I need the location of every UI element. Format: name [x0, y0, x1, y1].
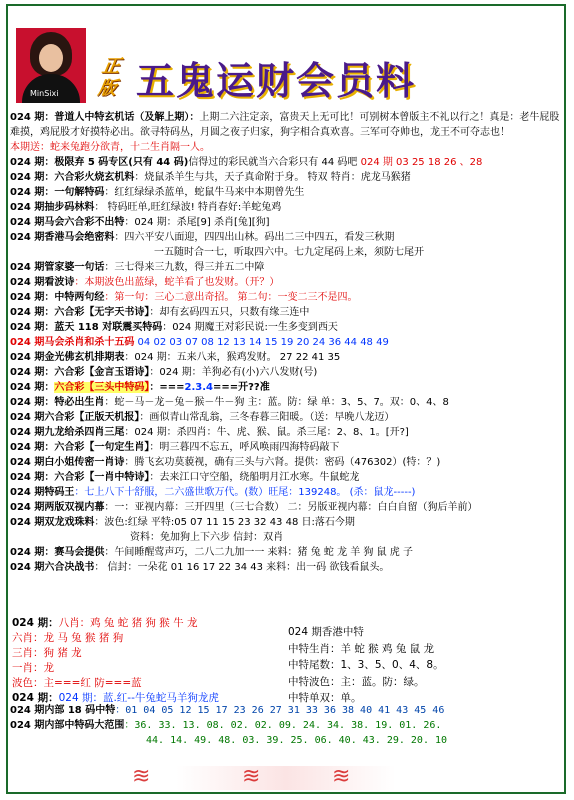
header: [16, 28, 536, 110]
photo-face: [39, 44, 63, 72]
zodiac-picks: [12, 616, 284, 706]
line-23: [10, 455, 562, 470]
line-21: [10, 425, 562, 440]
issue-prefix: 024 期：: [10, 112, 55, 123]
line-key: 内部中特码大范围: [44, 720, 125, 731]
line-text: ：024 期：羊狗必有(小)六八发财(号): [149, 367, 318, 378]
issue-prefix: 024 期: [10, 217, 45, 228]
line-text: ：明三暮四不忘五，呼风唤雨四海特码敲下: [149, 442, 340, 453]
three-head-numbers: 2.3.4: [184, 382, 213, 393]
photo-signature: MinSixi: [30, 89, 59, 98]
wide-range-numbers-cont: [10, 733, 560, 748]
pick-text: 八肖：鸡 兔 蛇 猪 狗 猴 牛 龙: [58, 617, 198, 629]
line-4: [10, 170, 562, 185]
line-key: 一句解特码: [54, 187, 105, 198]
line-text: ：午间睡醒莺声巧，二八二九加一一 来料：猪 兔 蛇 龙 羊 狗 鼠 虎 子: [104, 547, 413, 558]
issue-prefix: 024 期: [10, 427, 45, 438]
issue-prefix: 024 期：: [10, 382, 55, 393]
issue-prefix: 024 期: [10, 202, 45, 213]
line-28: 资料：免加狗上下六步 信封：双肖: [130, 532, 284, 543]
issue-prefix: 024 期：: [10, 367, 55, 378]
line-text: ：波色:红绿 平特:05 07 11 15 23 32 43 48 日:落石今期: [94, 517, 355, 528]
line-3: [10, 155, 562, 170]
pick-wave-color: 波色：主===红 防===蓝: [12, 677, 142, 689]
issue-prefix: 024 期：: [10, 157, 55, 168]
line-text: ：024 期：五来八来，猴鸡发财。 27 22 41 35: [124, 352, 341, 363]
main-content: [10, 110, 562, 575]
line-text: ：腾飞玄功莫藐视，确有三头与六肾。提供：密码（476302）(特：？): [124, 457, 441, 468]
number-list: 44. 14. 49. 48. 03. 39. 25. 06. 40. 43. 29. 20. 10: [146, 735, 448, 746]
kill-numbers: 04 02 03 07 08 12 13 14 15 19 20 24 36 44 48 49: [137, 337, 389, 348]
issue-prefix: 024 期: [10, 457, 45, 468]
line-text: ： 特码旺单,旺红绿波! 特肖春好:羊蛇兔鸡: [94, 202, 282, 213]
wide-range-numbers: [10, 718, 560, 733]
line-key: 金光佛玄机排期表: [44, 352, 125, 363]
issue-prefix: 024 期：: [10, 547, 55, 558]
host-photo: [16, 28, 86, 103]
line-text: ：去来江口守空船，绕船明月江水寒。牛鼠蛇龙: [149, 472, 360, 483]
issue-prefix: 024 期: [10, 487, 45, 498]
line-9: 一五随时合一七，听取四六中。七九定尾码上来，须防七尾开: [154, 247, 424, 258]
issue-prefix: 024 期：: [10, 472, 55, 483]
line-key: 两版双视内幕: [44, 502, 105, 513]
hk-zodiac: 中特生肖：羊 蛇 猴 鸡 兔 鼠 龙: [288, 642, 435, 655]
footer-glyph: ≋: [132, 764, 151, 789]
decorative-footer-band: [12, 766, 560, 790]
issue-prefix: 024 期: [10, 720, 45, 731]
line-key: 看波诗: [44, 277, 75, 288]
line-key: 特码王: [44, 487, 75, 498]
line-text-end: ===开??准: [212, 382, 270, 393]
line-key: 极限弃 5 码专区(只有 44 码): [54, 157, 189, 168]
line-key: 赛马会提供: [54, 547, 105, 558]
eighteen-numbers: [10, 703, 560, 718]
line-6: [10, 200, 562, 215]
line-27: [10, 515, 562, 530]
footer-glyph: ≋: [242, 764, 261, 789]
line-highlight: ：本期波色出蓝绿，蛇羊看了也发财。（开？）: [74, 277, 280, 288]
line-text: ：024 期：杀四肖：牛、虎、猴、鼠。杀三尾：2、8、1。[开?]: [124, 427, 409, 438]
pick-one: 一肖：龙: [12, 662, 54, 674]
line-key: 双龙戏珠料: [44, 517, 95, 528]
line-15: [10, 335, 562, 350]
line-5: [10, 185, 562, 200]
line-highlight: ：七上八下十舒服，二六盛世歌万代。(数）旺尾：139248。 (杀：鼠龙-----): [74, 487, 416, 498]
line-key: 普道人中特玄机话（及解上期）：: [54, 112, 200, 123]
line-22: [10, 440, 562, 455]
line-key: 内部 18 码中特: [44, 705, 116, 716]
line-text: ：烧鼠杀羊生与共，天子真命附于身。 特双 特肖：虎龙马猴猪: [134, 172, 411, 183]
number-list: ：36. 33. 13. 08. 02. 02. 09. 24. 34. 38. 19. 01. 26.: [124, 720, 442, 731]
line-8: [10, 230, 562, 245]
issue-prefix: 024 期: [10, 705, 45, 716]
line-key: 六合彩【无字天书诗】: [54, 307, 150, 318]
issue-prefix: 024 期：: [10, 322, 55, 333]
pick-three: 三肖：狗 猪 龙: [12, 647, 82, 659]
hk-wave-color: 中特波色：主：蓝。防：绿。: [288, 675, 425, 688]
line-key: 管家婆一句话: [44, 262, 105, 273]
hk-title: 024 期香港中特: [288, 626, 364, 638]
issue-prefix: 024 期：: [10, 442, 55, 453]
line-14: [10, 320, 562, 335]
line-highlight: ：第一句：三心二意出奇招。 第二句：一变二三不是四。: [104, 292, 358, 303]
pick-text: 024 期：蓝.红--牛兔蛇马羊狗龙虎: [58, 692, 219, 704]
line-text: ：024 期魔王对彩民说:一生多变到西天: [162, 322, 338, 333]
line-text: ：===: [149, 382, 185, 393]
issue-prefix: 024 期: [10, 262, 45, 273]
line-18: [10, 380, 562, 395]
issue-prefix: 024 期: [10, 502, 45, 513]
line-text: ：三七得来三九数，得三并五二中障: [104, 262, 265, 273]
line-key: 马会六合彩不出特: [44, 217, 125, 228]
line-20: [10, 410, 562, 425]
page-frame: [6, 4, 566, 794]
line-text: ：却有玄码四五只，只数有缘三连中: [149, 307, 310, 318]
line-key: 特必出生肖: [54, 397, 105, 408]
line-key: 024 期马会杀肖和杀十五码: [10, 337, 135, 348]
issue-prefix: 024 期: [10, 232, 45, 243]
pick-six: 六肖：龙 马 兔 猴 猪 狗: [12, 632, 124, 644]
line-13: [10, 305, 562, 320]
line-key: 蓝天 118 对联震买特码: [54, 322, 163, 333]
line-1: [10, 110, 562, 140]
issue-prefix: 024 期：: [10, 397, 55, 408]
line-key: 香港马会绝密料: [44, 232, 115, 243]
line-key: 六合彩【三头中特码】: [54, 382, 150, 393]
footer-glyph: ≋: [332, 764, 351, 789]
line-key: 六合彩【一肖中特诗】: [54, 472, 150, 483]
line-24: [10, 470, 562, 485]
issue-prefix: 024 期: [10, 412, 45, 423]
line-text: ：画似青山常乱翁，三冬春暮三阳暖。（送：早晚八龙迈）: [139, 412, 395, 423]
line-10: [10, 260, 562, 275]
line-11: [10, 275, 562, 290]
line-30: [10, 560, 562, 575]
line-7: [10, 215, 562, 230]
line-key: 中特两句经: [54, 292, 105, 303]
line-25: [10, 485, 562, 500]
line-key: 六合彩火烧玄机料: [54, 172, 135, 183]
hongkong-picks: [288, 624, 558, 707]
hk-odd-even: 中特单双：单。: [288, 692, 362, 704]
line-2: 本期送：蛇来兔跑分欲青，十二生肖隔一人。: [10, 142, 210, 153]
edition-badge: 正版: [96, 56, 123, 99]
line-key: 六合彩【正版天机报】: [44, 412, 140, 423]
line-16: [10, 350, 562, 365]
page-title: 五鬼运财会员料: [136, 58, 417, 103]
line-text: 信得过的彩民就当六合彩只有 44 码吧: [188, 157, 358, 168]
line-text: ：024 期：杀尾[9] 杀肖[兔][狗]: [124, 217, 270, 228]
line-text: ：红红绿绿杀蓝单，蛇鼠牛马来中本期曾先生: [104, 187, 305, 198]
line-text: ：一：亚视内幕：三开四里（三七合数） 二：另版亚视内幕：白白自留（狗后羊前）: [104, 502, 478, 513]
line-key: 抽步码林料: [44, 202, 95, 213]
number-list: ：01 04 05 12 15 17 23 26 27 31 33 36 38 40 41 43 45 46: [115, 705, 445, 716]
line-key: 白小姐传密一肖诗: [44, 457, 125, 468]
line-17: [10, 365, 562, 380]
line-text: ：四六平安八面迎，四四出山林。码出二三中四五，看发三秋期: [114, 232, 395, 243]
line-key: 期六合决战书: [34, 562, 95, 573]
line-key: 九龙给杀四肖三尾: [44, 427, 125, 438]
line-text: ： 信封：一朵花 01 16 17 22 34 43 来料：出一码 欲钱看鼠头。: [94, 562, 390, 573]
issue-prefix: 024 期：: [12, 692, 59, 704]
issue-prefix: 024 期: [10, 352, 45, 363]
line-text: 上期二六注定亲，富贵天上无可比！可别树本曾版主不礼以行之！真是：老牛屁股难摸，鸡屁股才好摸特必出。欲寻特码丛，月圆之夜子归家，狗字相合真欢喜。三军可夺帅也，龙王不可夺志也！: [10, 112, 560, 138]
line-key: 六合彩【一句定生肖】: [54, 442, 150, 453]
line-highlight: 024 期 03 25 18 26 、28: [360, 157, 483, 168]
issue-prefix: 024 期: [10, 517, 45, 528]
issue-prefix: 024 期：: [10, 172, 55, 183]
issue-prefix: 024 期：: [10, 307, 55, 318]
issue-prefix: 024 期：: [12, 617, 59, 629]
issue-prefix: 024: [10, 562, 35, 573]
issue-prefix: 024 期：: [10, 292, 55, 303]
line-26: [10, 500, 562, 515]
hk-tail-numbers: 中特尾数：1、3、5、0、4、8。: [288, 659, 444, 671]
issue-prefix: 024 期: [10, 277, 45, 288]
issue-prefix: 024 期：: [10, 187, 55, 198]
pick-eight: [12, 616, 284, 631]
line-text: ：蛇－马－龙－兔－猴－牛－狗 主：蓝。防：绿 单：3、5、7。双：0、4、8: [104, 397, 449, 408]
line-12: [10, 290, 562, 305]
line-19: [10, 395, 562, 410]
line-key: 六合彩【金言玉语诗】: [54, 367, 150, 378]
line-29: [10, 545, 562, 560]
number-ranges: [10, 703, 560, 748]
